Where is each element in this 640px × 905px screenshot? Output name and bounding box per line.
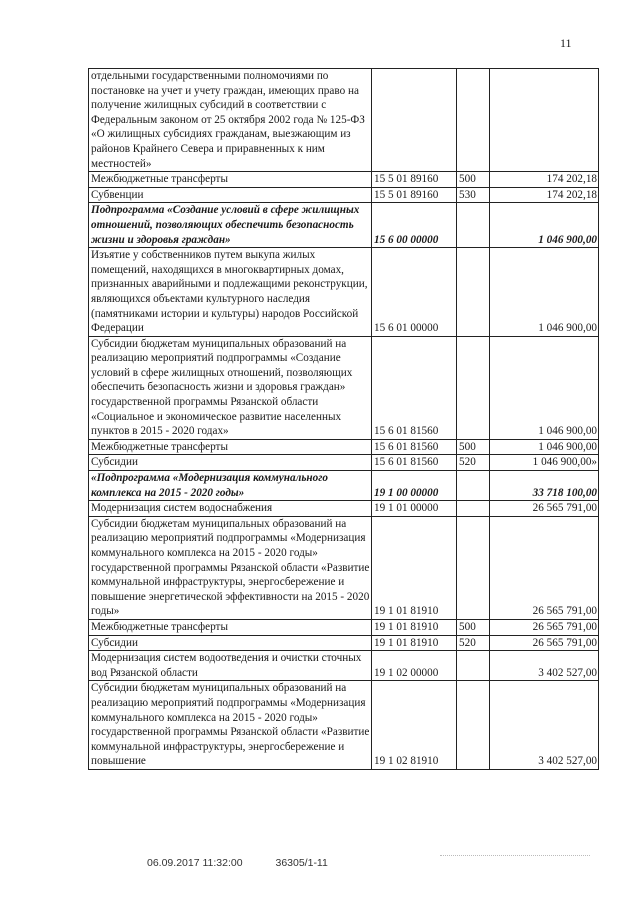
row-expense-type-cell: 500 xyxy=(457,172,490,188)
row-csr-code-cell: 15 6 01 81560 xyxy=(372,439,457,455)
row-csr-code-cell: 19 1 02 00000 xyxy=(372,651,457,681)
row-name-cell: Модернизация систем водоотведения и очистки сточных вод Рязанской области xyxy=(89,651,372,681)
row-expense-type-cell: 520 xyxy=(457,635,490,651)
row-name-cell: Межбюджетные трансферты xyxy=(89,619,372,635)
table-row xyxy=(89,203,599,248)
row-name-cell: «Подпрограмма «Модернизация коммунального комплекса на 2015 - 2020 годы» xyxy=(89,471,372,501)
row-expense-type-cell: 530 xyxy=(457,187,490,203)
table-row xyxy=(89,69,599,172)
row-csr-code-cell xyxy=(372,69,457,172)
row-expense-type-cell xyxy=(457,336,490,439)
page-number: 11 xyxy=(560,36,572,50)
row-expense-type-cell xyxy=(457,69,490,172)
row-expense-type-cell xyxy=(457,203,490,248)
row-name-cell: Субсидии xyxy=(89,635,372,651)
row-csr-code-cell: 19 1 01 00000 xyxy=(372,501,457,517)
row-csr-code-cell: 19 1 01 81910 xyxy=(372,635,457,651)
row-csr-code-cell: 19 1 02 81910 xyxy=(372,681,457,770)
row-name-cell: Субвенции xyxy=(89,187,372,203)
footer-doc-code: 36305/1-11 xyxy=(275,857,328,869)
row-expense-type-cell xyxy=(457,651,490,681)
row-sum-cell: 33 718 100,00 xyxy=(490,471,599,501)
row-name-cell: Субсидии xyxy=(89,455,372,471)
table-row xyxy=(89,439,599,455)
page-footer xyxy=(147,857,328,869)
row-name-cell: Модернизация систем водоснабжения xyxy=(89,501,372,517)
row-sum-cell: 3 402 527,00 xyxy=(490,681,599,770)
row-sum-cell xyxy=(490,69,599,172)
table-row xyxy=(89,471,599,501)
table-row xyxy=(89,516,599,619)
row-sum-cell: 1 046 900,00 xyxy=(490,439,599,455)
row-name-cell: Подпрограмма «Создание условий в сфере жилищных отношений, позволяющих обеспечить безопасность жизни и здоровья граждан» xyxy=(89,203,372,248)
row-name-cell: Изъятие у собственников путем выкупа жилых помещений, находящихся в многоквартирных домах, признанных аварийными и подлежащими реконструкции, являющихся объектами культурного наследия (памятниками истории и культуры) народов Российской Федерации xyxy=(89,248,372,337)
faint-stamp-marks xyxy=(440,855,590,860)
table-row xyxy=(89,455,599,471)
table-row xyxy=(89,336,599,439)
table-row xyxy=(89,501,599,517)
row-sum-cell: 26 565 791,00 xyxy=(490,501,599,517)
row-name-cell: Субсидии бюджетам муниципальных образований на реализацию мероприятий подпрограммы «Модернизация коммунального комплекса на 2015 - 2020 годы» государственной программы Рязанской области «Развитие коммунальной инфраструктуры, энергосбережение и повышение xyxy=(89,681,372,770)
row-csr-code-cell: 19 1 01 81910 xyxy=(372,619,457,635)
row-sum-cell: 1 046 900,00 xyxy=(490,336,599,439)
row-sum-cell: 3 402 527,00 xyxy=(490,651,599,681)
row-sum-cell: 26 565 791,00 xyxy=(490,516,599,619)
row-name-cell: Субсидии бюджетам муниципальных образований на реализацию мероприятий подпрограммы «Создание условий в сфере жилищных отношений, позволяющих обеспечить безопасность жизни и здоровья граждан» государственной программы Рязанской области «Социальное и экономическое развитие населенных пунктов в 2015 - 2020 годах» xyxy=(89,336,372,439)
row-expense-type-cell: 520 xyxy=(457,455,490,471)
row-name-cell: отдельными государственными полномочиями по постановке на учет и учету граждан, имеющих право на получение жилищных субсидий в соответствии с Федеральным законом от 25 октября 2002 года № 125-ФЗ «О жилищных субсидиях гражданам, выезжающим из районов Крайнего Севера и приравненных к ним местностей» xyxy=(89,69,372,172)
row-csr-code-cell: 15 6 01 81560 xyxy=(372,455,457,471)
budget-table xyxy=(88,68,599,770)
row-expense-type-cell: 500 xyxy=(457,439,490,455)
row-expense-type-cell xyxy=(457,471,490,501)
row-sum-cell: 26 565 791,00 xyxy=(490,619,599,635)
table-row xyxy=(89,651,599,681)
row-csr-code-cell: 15 6 00 00000 xyxy=(372,203,457,248)
budget-table-body xyxy=(89,69,599,770)
row-expense-type-cell xyxy=(457,501,490,517)
row-csr-code-cell: 15 6 01 00000 xyxy=(372,248,457,337)
row-sum-cell: 174 202,18 xyxy=(490,172,599,188)
row-sum-cell: 26 565 791,00 xyxy=(490,635,599,651)
row-expense-type-cell xyxy=(457,681,490,770)
table-row xyxy=(89,635,599,651)
row-name-cell: Субсидии бюджетам муниципальных образований на реализацию мероприятий подпрограммы «Модернизация коммунального комплекса на 2015 - 2020 годы» государственной программы Рязанской области «Развитие коммунальной инфраструктуры, энергосбережение и повышение энергетической эффективности на 2015 - 2020 годы» xyxy=(89,516,372,619)
row-expense-type-cell: 500 xyxy=(457,619,490,635)
table-row xyxy=(89,187,599,203)
row-sum-cell: 174 202,18 xyxy=(490,187,599,203)
row-name-cell: Межбюджетные трансферты xyxy=(89,172,372,188)
row-csr-code-cell: 19 1 01 81910 xyxy=(372,516,457,619)
footer-datetime: 06.09.2017 11:32:00 xyxy=(147,857,243,869)
row-expense-type-cell xyxy=(457,248,490,337)
row-name-cell: Межбюджетные трансферты xyxy=(89,439,372,455)
row-csr-code-cell: 15 6 01 81560 xyxy=(372,336,457,439)
row-csr-code-cell: 19 1 00 00000 xyxy=(372,471,457,501)
table-row xyxy=(89,172,599,188)
row-expense-type-cell xyxy=(457,516,490,619)
row-csr-code-cell: 15 5 01 89160 xyxy=(372,172,457,188)
table-row xyxy=(89,681,599,770)
row-sum-cell: 1 046 900,00» xyxy=(490,455,599,471)
row-csr-code-cell: 15 5 01 89160 xyxy=(372,187,457,203)
table-row xyxy=(89,619,599,635)
row-sum-cell: 1 046 900,00 xyxy=(490,248,599,337)
table-row xyxy=(89,248,599,337)
row-sum-cell: 1 046 900,00 xyxy=(490,203,599,248)
